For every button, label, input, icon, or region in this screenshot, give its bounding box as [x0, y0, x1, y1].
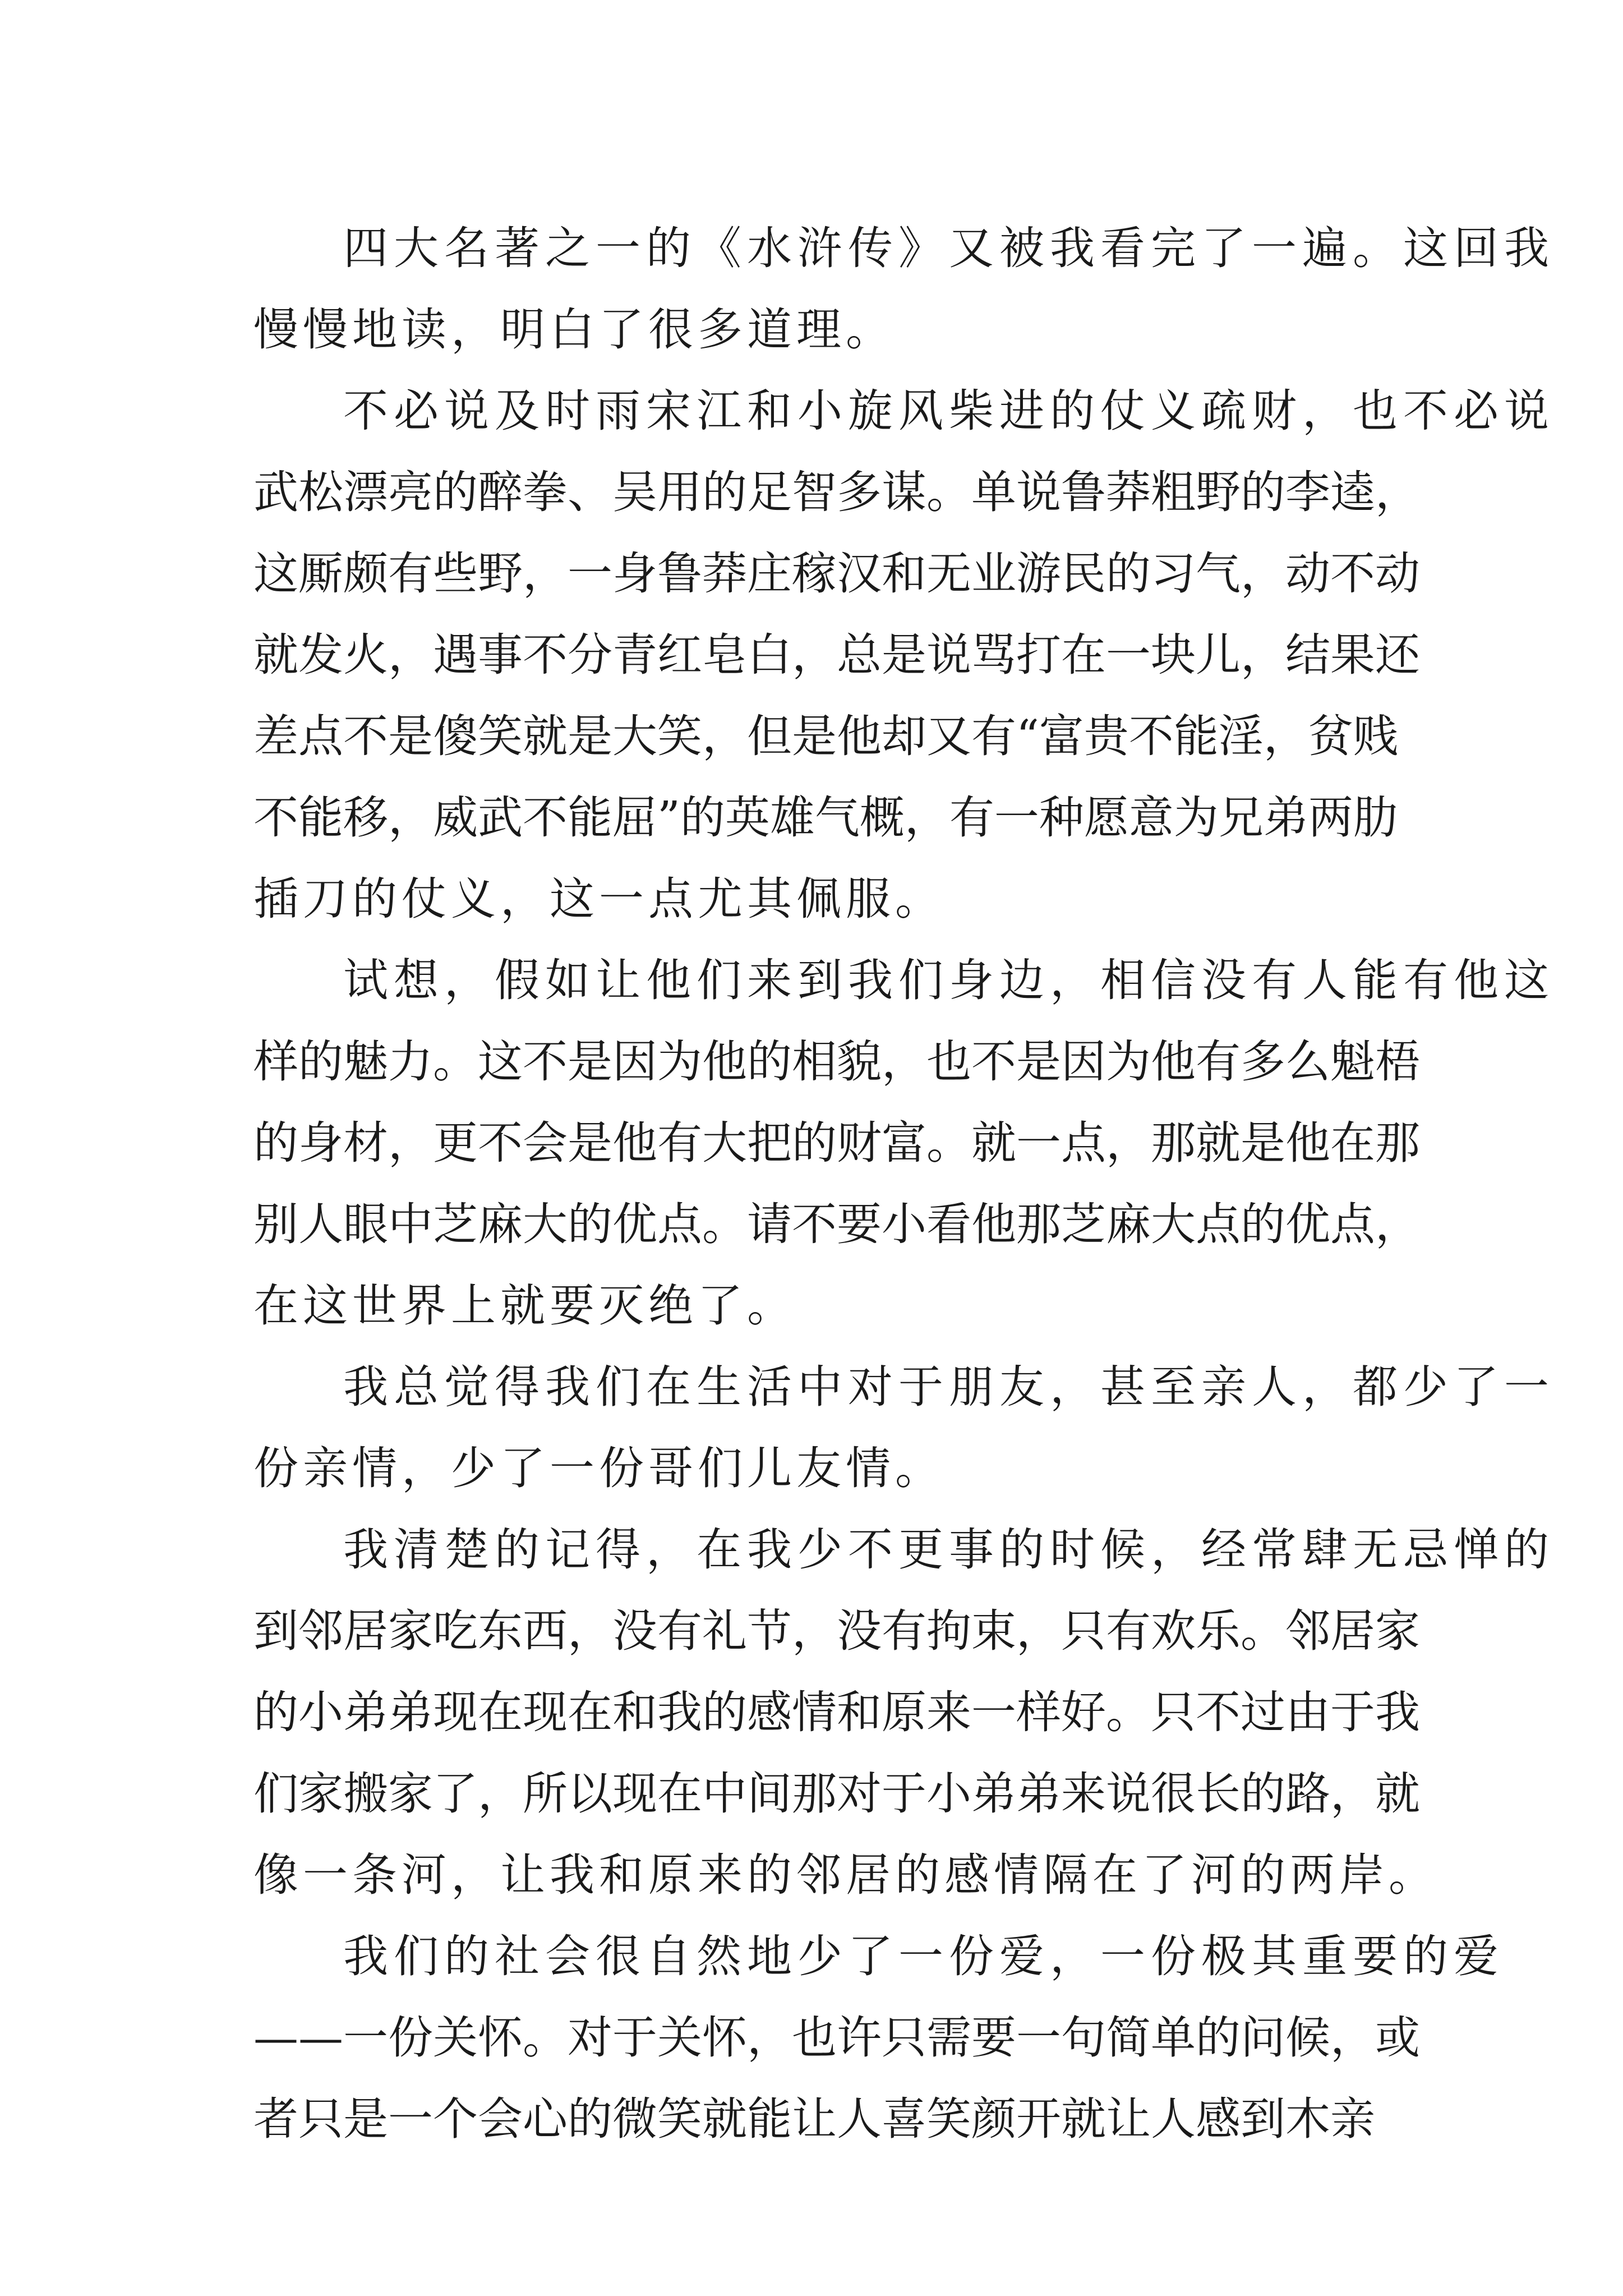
paragraph-5	[253, 1509, 1555, 1916]
text-line: 不必说及时雨宋江和小旋风柴进的仗义疏财，也不必说	[343, 385, 1555, 437]
text-line: 不能移，威武不能屈”的英雄气概，有一种愿意为兄弟两肋	[253, 792, 1398, 844]
text-line: 的身材，更不会是他有大把的财富。就一点，那就是他在那	[253, 1117, 1420, 1169]
paragraph-4	[253, 1346, 1555, 1509]
text-line: 样的魅力。这不是因为他的相貌，也不是因为他有多么魁梧	[253, 1036, 1420, 1088]
text-line: 者只是一个会心的微笑就能让人喜笑颜开就让人感到木亲	[253, 2093, 1375, 2145]
text-line: 在这世界上就要灭绝了。	[253, 1280, 796, 1332]
text-line: 别人眼中芝麻大的优点。请不要小看他那芝麻大点的优点，	[253, 1198, 1420, 1250]
text-line: 四大名著之一的《水浒传》又被我看完了一遍。这回我	[343, 222, 1555, 274]
text-line: 我总觉得我们在生活中对于朋友，甚至亲人，都少了一	[343, 1361, 1555, 1413]
paragraph-1	[253, 208, 1555, 370]
text-line: 试想，假如让他们来到我们身边，相信没有人能有他这	[343, 954, 1555, 1006]
text-line: 我们的社会很自然地少了一份爱，一份极其重要的爱	[343, 1930, 1504, 1982]
paragraph-6	[253, 1916, 1504, 2160]
text-line: 武松漂亮的醉拳、吴用的足智多谋。单说鲁莽粗野的李逵，	[253, 466, 1420, 518]
text-line: 们家搬家了，所以现在中间那对于小弟弟来说很长的路，就	[253, 1768, 1420, 1820]
text-line: 这厮颇有些野，一身鲁莽庄稼汉和无业游民的习气，动不动	[253, 547, 1420, 600]
text-line: 慢慢地读，明白了很多道理。	[253, 303, 895, 356]
text-line: ——一份关怀。对于关怀，也许只需要一句简单的问候，或	[253, 2012, 1420, 2064]
text-line: 插刀的仗义，这一点尤其佩服。	[253, 873, 944, 925]
document-body	[253, 208, 1555, 2160]
paragraph-2	[253, 370, 1555, 940]
paragraph-3	[253, 940, 1555, 1346]
text-line: 份亲情，少了一份哥们儿友情。	[253, 1442, 944, 1494]
text-line: 就发火，遇事不分青红皂白，总是说骂打在一块儿，结果还	[253, 629, 1420, 681]
text-line: 我清楚的记得，在我少不更事的时候，经常肆无忌惮的	[343, 1524, 1555, 1576]
text-line: 差点不是傻笑就是大笑，但是他却又有“富贵不能淫，贫贱	[253, 710, 1398, 762]
text-line: 到邻居家吃东西，没有礼节，没有拘束，只有欢乐。邻居家	[253, 1605, 1420, 1657]
text-line: 的小弟弟现在现在和我的感情和原来一样好。只不过由于我	[253, 1686, 1420, 1738]
text-line: 像一条河，让我和原来的邻居的感情隔在了河的两岸。	[253, 1849, 1438, 1901]
